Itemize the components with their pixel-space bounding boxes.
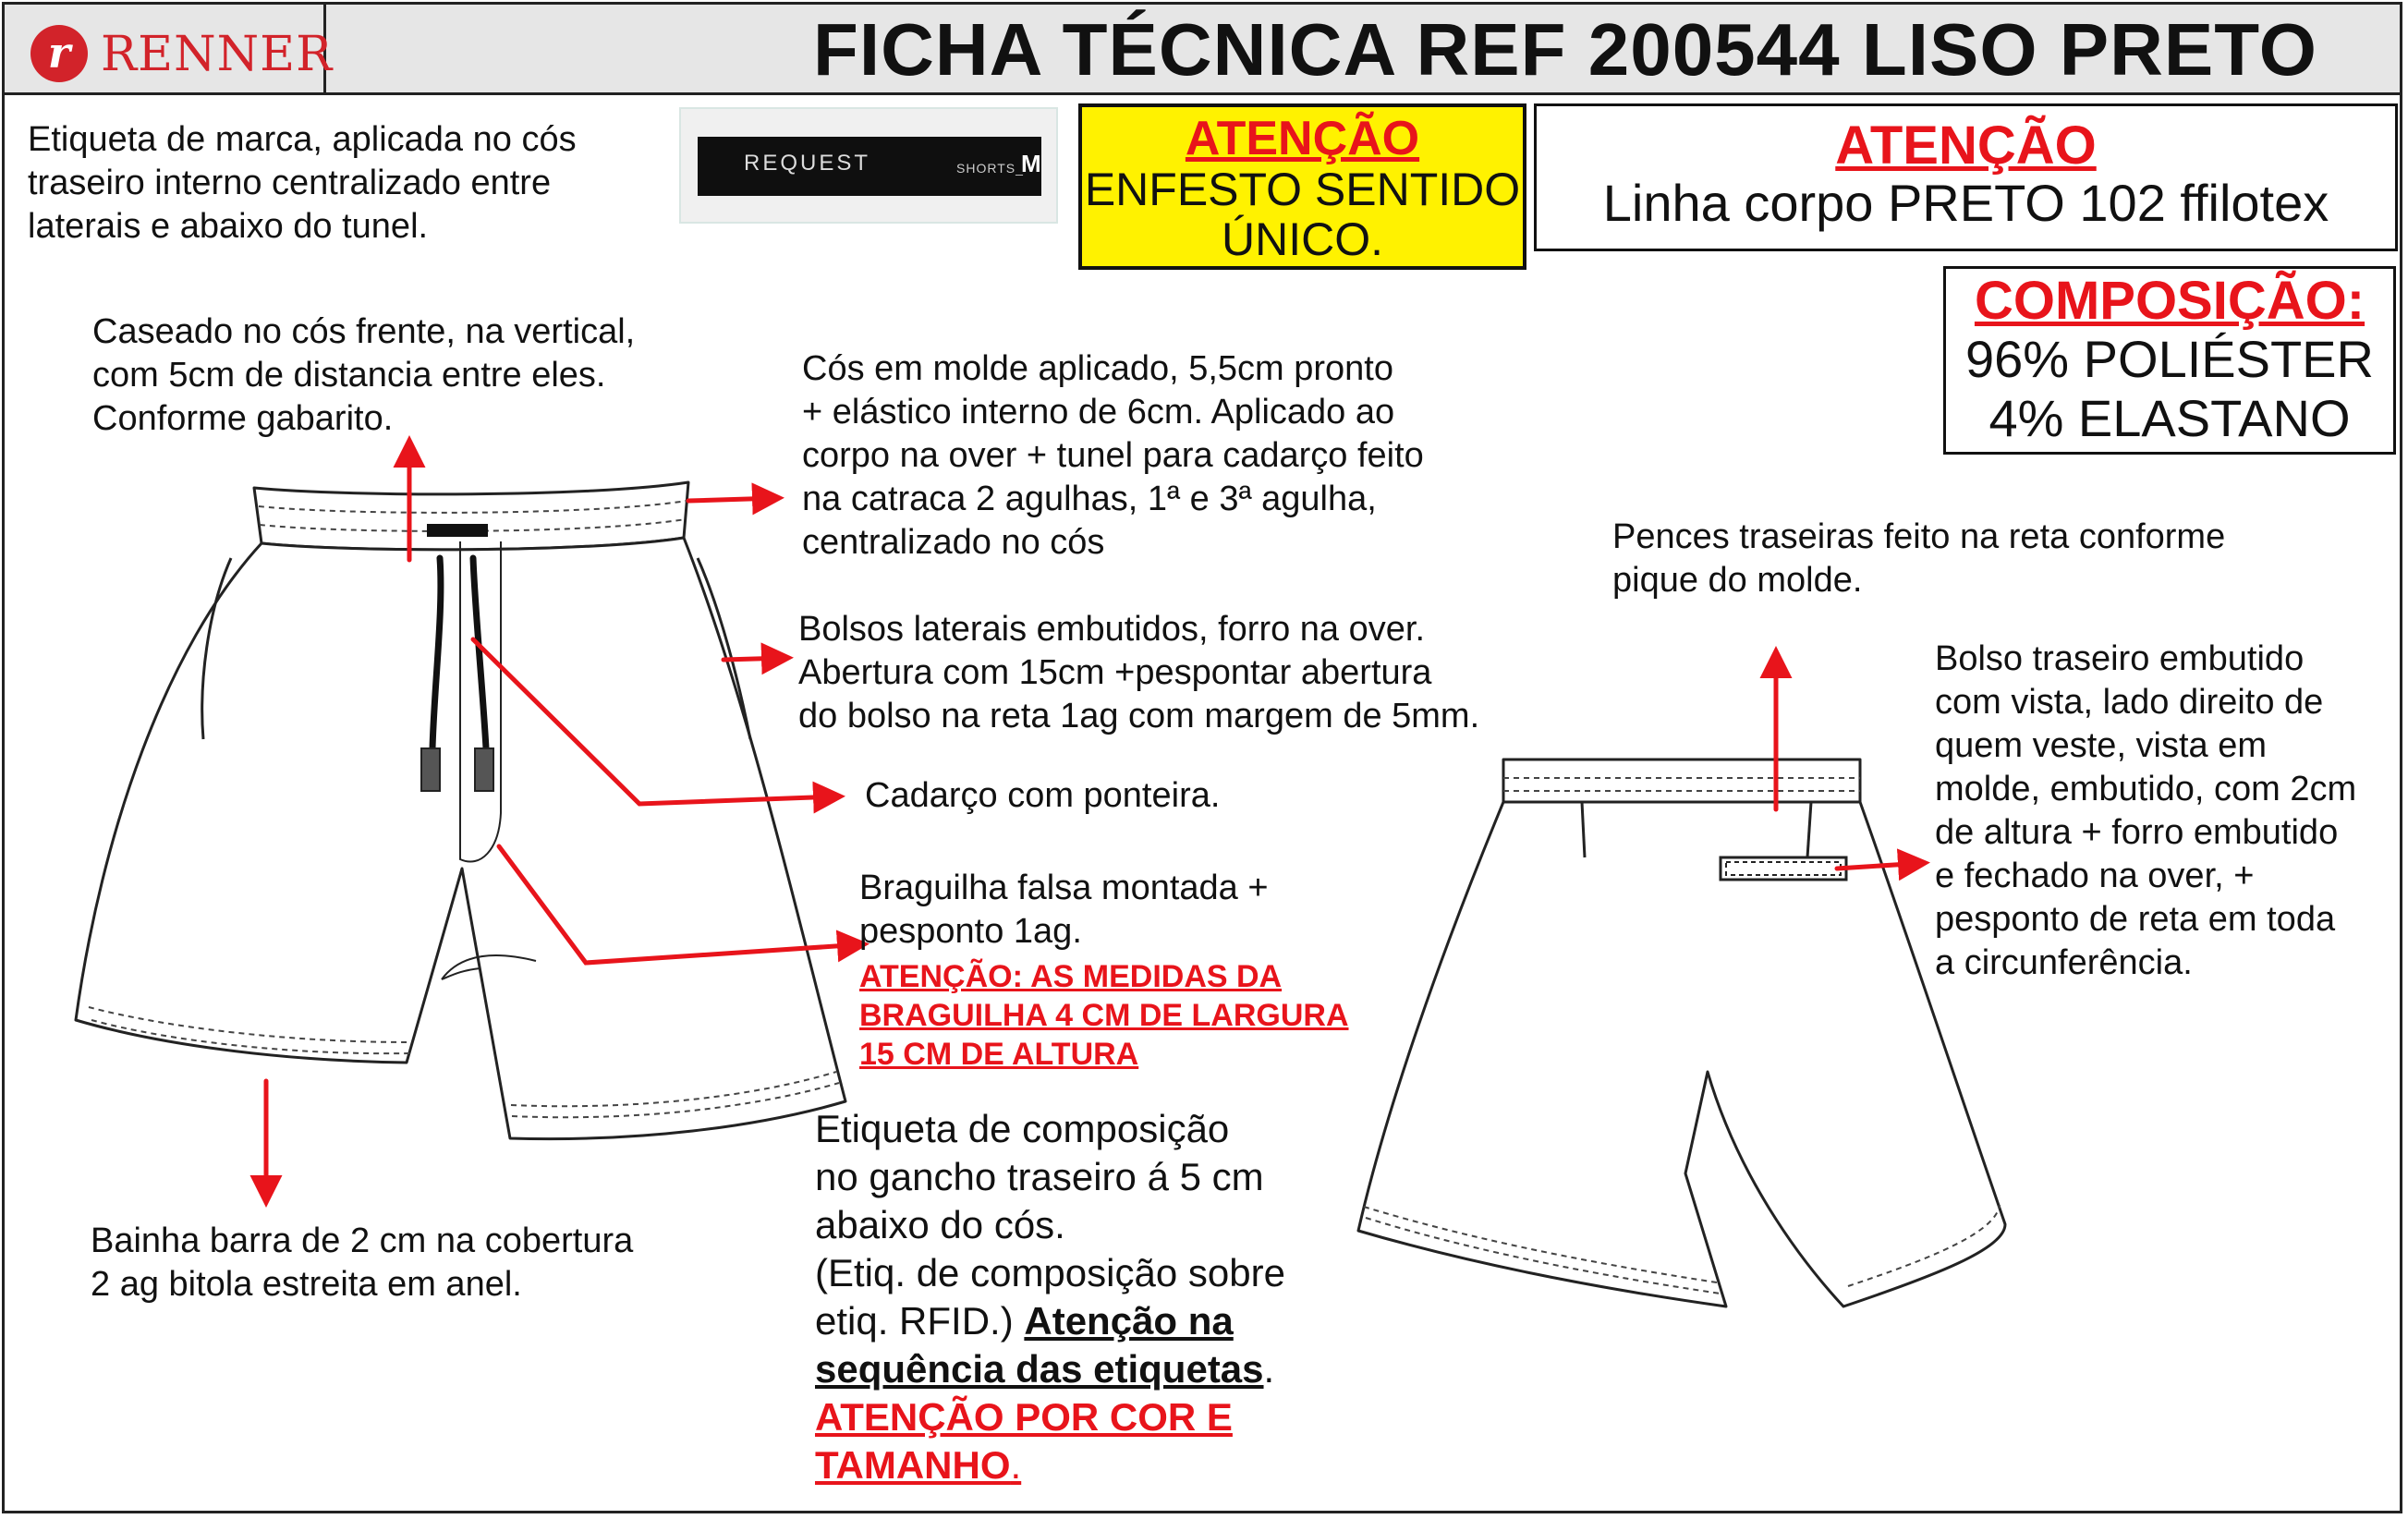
- front-label: [427, 524, 488, 537]
- composition-label-warning-period: .: [1010, 1443, 1022, 1487]
- brand-label-note: Etiqueta de marca, aplicada no cós traseiro interno centralizado entre laterais e abaixo do tunel.: [28, 120, 577, 246]
- composition-label-text: Etiqueta de composição no gancho traseiro á 5 cm abaixo do cós. (Etiq. de composição sobre etiq. RFID.): [815, 1107, 1285, 1343]
- fly-note: Braguilha falsa montada + pesponto 1ag.: [859, 869, 1269, 951]
- page-title: FICHA TÉCNICA REF 200544 LISO PRETO: [813, 8, 2317, 91]
- composition-label-period: .: [1263, 1347, 1275, 1391]
- drawcord-tip-left: [421, 748, 440, 791]
- thread-warning-heading: ATENÇÃO: [1835, 115, 2097, 176]
- composition-label-sequence: Atenção na sequência das etiquetas: [815, 1299, 1264, 1391]
- composition-label-note: [815, 1105, 1480, 1489]
- back-pocket-note: Bolso traseiro embutido com vista, lado direito de quem veste, vista em molde, embutido, com 2cm de altura + forro embutido e fechado na over, + pesponto de reta em toda a circunferência.: [1935, 639, 2357, 982]
- waistband-note: Cós em molde aplicado, 5,5cm pronto + elástico interno de 6cm. Aplicado ao corpo na over + tunel para cadarço feito na catraca 2 agulhas, 1ª e 3ª agulha, centralizado no cós: [802, 349, 1424, 562]
- spread-warning-text: ENFESTO SENTIDO ÚNICO.: [1084, 164, 1521, 265]
- composition-label-warning: ATENÇÃO POR COR E TAMANHO: [815, 1395, 1233, 1487]
- composition-line-2: 4% ELASTANO: [1988, 389, 2351, 447]
- brand-label-size: M: [1021, 150, 1041, 177]
- side-pockets-note: Bolsos laterais embutidos, forro na over. Abertura com 15cm +pespontar abertura do bolso na reta 1ag com margem de 5mm.: [798, 610, 1480, 735]
- buttonhole-note: Caseado no cós frente, na vertical, com 5cm de distancia entre eles. Conforme gabarito.: [92, 312, 636, 438]
- drawcord-note: Cadarço com ponteira.: [865, 776, 1221, 815]
- back-waistband: [1503, 760, 1860, 802]
- drawcord-tip-right: [475, 748, 493, 791]
- darts-note: Pences traseiras feito na reta conforme pique do molde.: [1612, 517, 2226, 600]
- arrow-waistband: [688, 498, 778, 501]
- front-waistband: [254, 482, 688, 550]
- composition-heading: COMPOSIÇÃO:: [1974, 271, 2365, 331]
- brand-logo-mark: r: [30, 25, 88, 82]
- brand-name: RENNER: [101, 27, 334, 82]
- hem-note: Bainha barra de 2 cm na cobertura 2 ag bitola estreita em anel.: [91, 1221, 634, 1304]
- brand-label-brand: REQUEST: [744, 151, 871, 176]
- thread-warning-text: Linha corpo PRETO 102 ffilotex: [1602, 174, 2329, 232]
- fly-warning: ATENÇÃO: AS MEDIDAS DA BRAGUILHA 4 CM DE LARGURA 15 CM DE ALTURA: [859, 959, 1349, 1072]
- arrow-pockets: [724, 658, 787, 660]
- composition-line-1: 96% POLIÉSTER: [1965, 330, 2374, 388]
- spread-warning-heading: ATENÇÃO: [1185, 112, 1420, 165]
- brand-label-sub: SHORTS_: [956, 161, 1024, 176]
- back-pocket: [1721, 857, 1846, 880]
